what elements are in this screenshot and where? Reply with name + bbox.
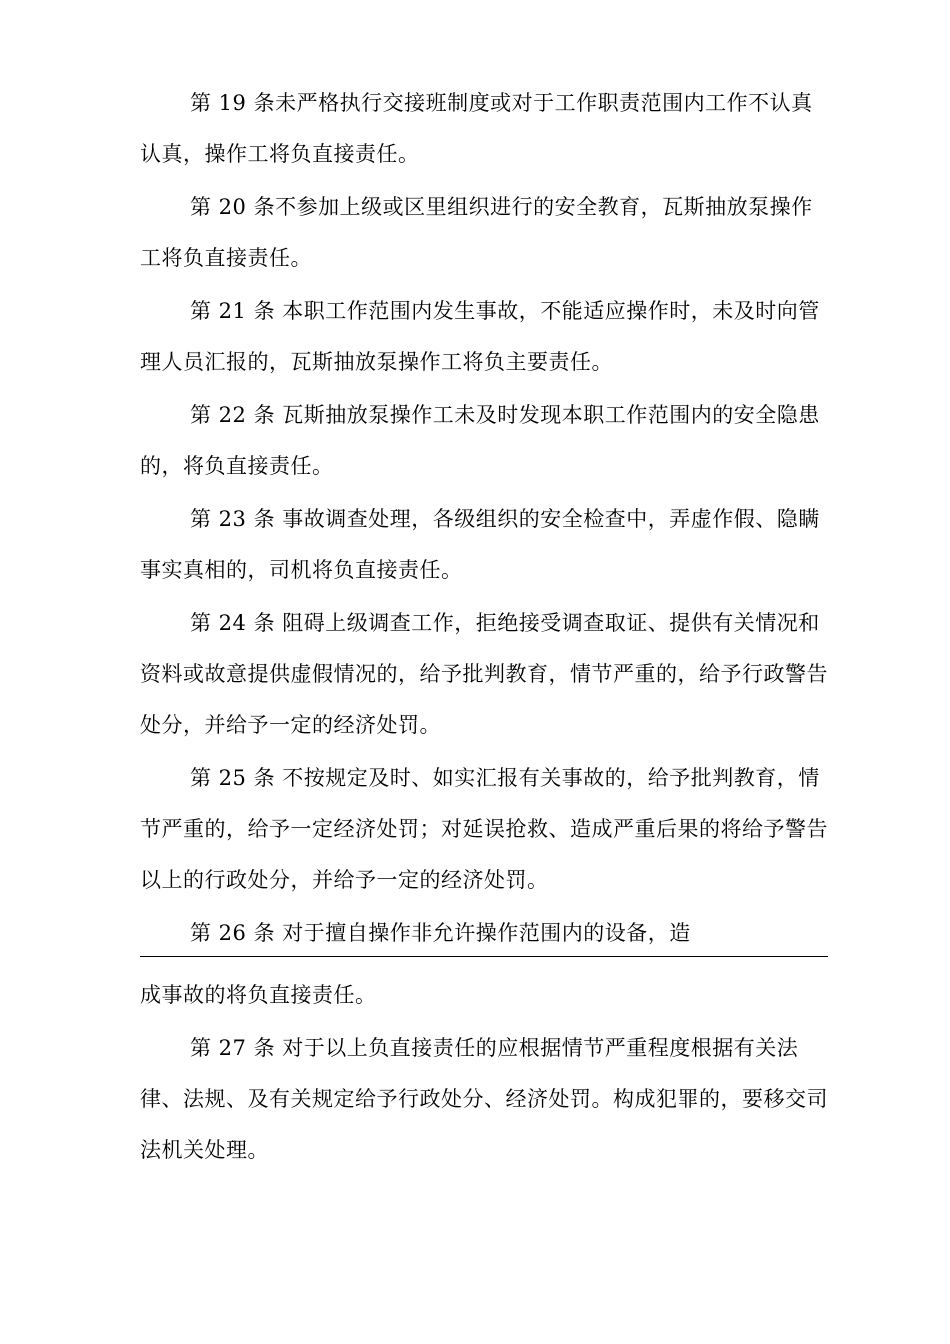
article-19: 第 19 条未严格执行交接班制度或对于工作职责范围内工作不认真认真，操作工将负直接责任。 — [140, 91, 813, 166]
article-24: 第 24 条 阻碍上级调查工作，拒绝接受调查取证、提供有关情况和资料或故意提供虚假情况的，给予批判教育，情节严重的，给予行政警告处分，并给予一定的经济处罚。 — [140, 611, 828, 737]
article-20: 第 20 条不参加上级或区里组织进行的安全教育，瓦斯抽放泵操作工将负直接责任。 — [140, 195, 813, 270]
article-26-continued: 成事故的将负直接责任。 — [140, 983, 377, 1007]
article-22: 第 22 条 瓦斯抽放泵操作工未及时发现本职工作范围内的安全隐患的，将负直接责任。 — [140, 403, 820, 478]
article-27: 第 27 条 对于以上负直接责任的应根据情节严重程度根据有关法律、法规、及有关规定给予行政处分、经济处罚。构成犯罪的，要移交司法机关处理。 — [140, 1036, 828, 1162]
article-25: 第 25 条 不按规定及时、如实汇报有关事故的，给予批判教育，情节严重的，给予一定经济处罚；对延误抢救、造成严重后果的将给予警告以上的行政处分，并给予一定的经济处罚。 — [140, 766, 828, 892]
article-26-start: 第 26 条 对于擅自操作非允许操作范围内的设备，造 — [190, 921, 691, 945]
document-body-bottom — [140, 970, 828, 1178]
article-23: 第 23 条 事故调查处理，各级组织的安全检查中，弄虚作假、隐瞒事实真相的，司机将负直接责任。 — [140, 507, 820, 582]
document-body-top — [140, 78, 828, 961]
page-separator-line — [140, 956, 828, 957]
article-21: 第 21 条 本职工作范围内发生事故，不能适应操作时，未及时向管理人员汇报的，瓦斯抽放泵操作工将负主要责任。 — [140, 299, 820, 374]
